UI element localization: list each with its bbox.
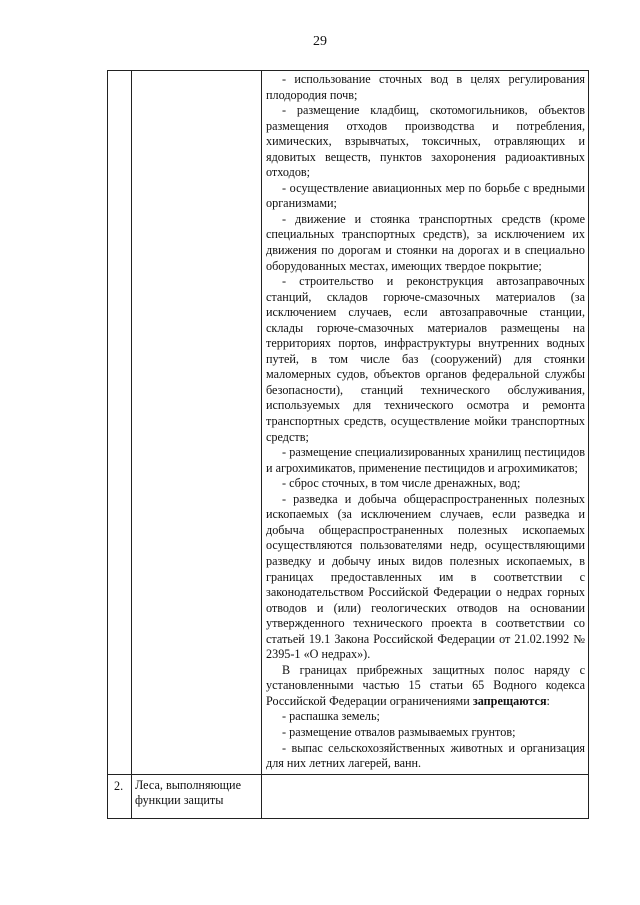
zones-table xyxy=(107,70,589,819)
row-number-cell xyxy=(108,71,132,775)
list-item: - размещение отвалов размываемых грунтов; xyxy=(282,724,516,739)
row-content-cell xyxy=(262,774,589,818)
row-number: 2. xyxy=(114,778,124,793)
list-item: - размещение кладбищ, скотомогильников, объектов размещения отходов производства и потребления, химических, взрывчатых, токсичных, отравляющих и ядовитых веществ, пунктов захоронения радиоактивных отходов; xyxy=(266,103,585,180)
list-item: - выпас сельскохозяйственных животных и организация для них летних лагерей, ванн. xyxy=(266,740,585,771)
paragraph-end: : xyxy=(546,693,550,708)
list-item: - движение и стоянка транспортных средств (кроме специальных транспортных средств), за исключением их движения по дорогам и стоянки на дорогах и в специально оборудованных местах, имеющих твердое покрытие; xyxy=(266,211,585,273)
row-name-cell xyxy=(132,774,262,818)
prohibited-label: запрещаются xyxy=(472,693,547,708)
page-number: 29 xyxy=(313,34,327,49)
row-number-cell xyxy=(108,774,132,818)
list-item: - строительство и реконструкция автозаправочных станций, складов горюче-смазочных материалов (за исключением случаев, если автозаправочные станции, склады горюче-смазочных материалов размещены на территориях портов, инфраструктуры внутренних водных путей, в том числе баз (сооружений) для стоянки маломерных судов, объектов органов федеральной службы безопасности), станций технического обслуживания, используемых для технического осмотра и ремонта транспортных средств, осуществление мойки транспортных средств; xyxy=(266,274,585,444)
table-row xyxy=(108,71,589,775)
paragraph-text: В границах прибрежных защитных полос наряду с установленными частью 15 статьи 65 Водного кодекса Российской Федерации ограничениями xyxy=(266,662,585,708)
row-name-cell xyxy=(132,71,262,775)
list-item: - осуществление авиационных мер по борьбе с вредными организмами; xyxy=(266,180,585,211)
list-item: - сброс сточных, в том числе дренажных, вод; xyxy=(282,476,521,491)
table-row xyxy=(108,774,589,818)
list-item: - использование сточных вод в целях регулирования плодородия почв; xyxy=(266,72,585,102)
list-item: - разведка и добыча общераспространенных полезных ископаемых (за исключением случаев, если разведка и добыча общераспространенных полезных ископаемых осуществляются пользователями недр, осуществляющими разведку и добычу иных видов полезных ископаемых, в границах предоставленных им в соответствии с законодательством Российской Федерации о недрах горных отводов и (или) геологических отводов на основании утвержденного технического проекта в соответствии со статьей 19.1 Закона Российской Федерации от 21.02.1992 № 2395-1 «О недрах»). xyxy=(266,491,585,662)
restrictions-paragraph xyxy=(266,663,585,710)
list-item: - распашка земель; xyxy=(282,709,380,724)
row-content-cell xyxy=(262,71,589,775)
row-name: Леса, выполняющие функции защиты xyxy=(135,777,241,808)
list-item: - размещение специализированных хранилищ пестицидов и агрохимикатов, применение пестицидов и агрохимикатов; xyxy=(266,445,585,475)
